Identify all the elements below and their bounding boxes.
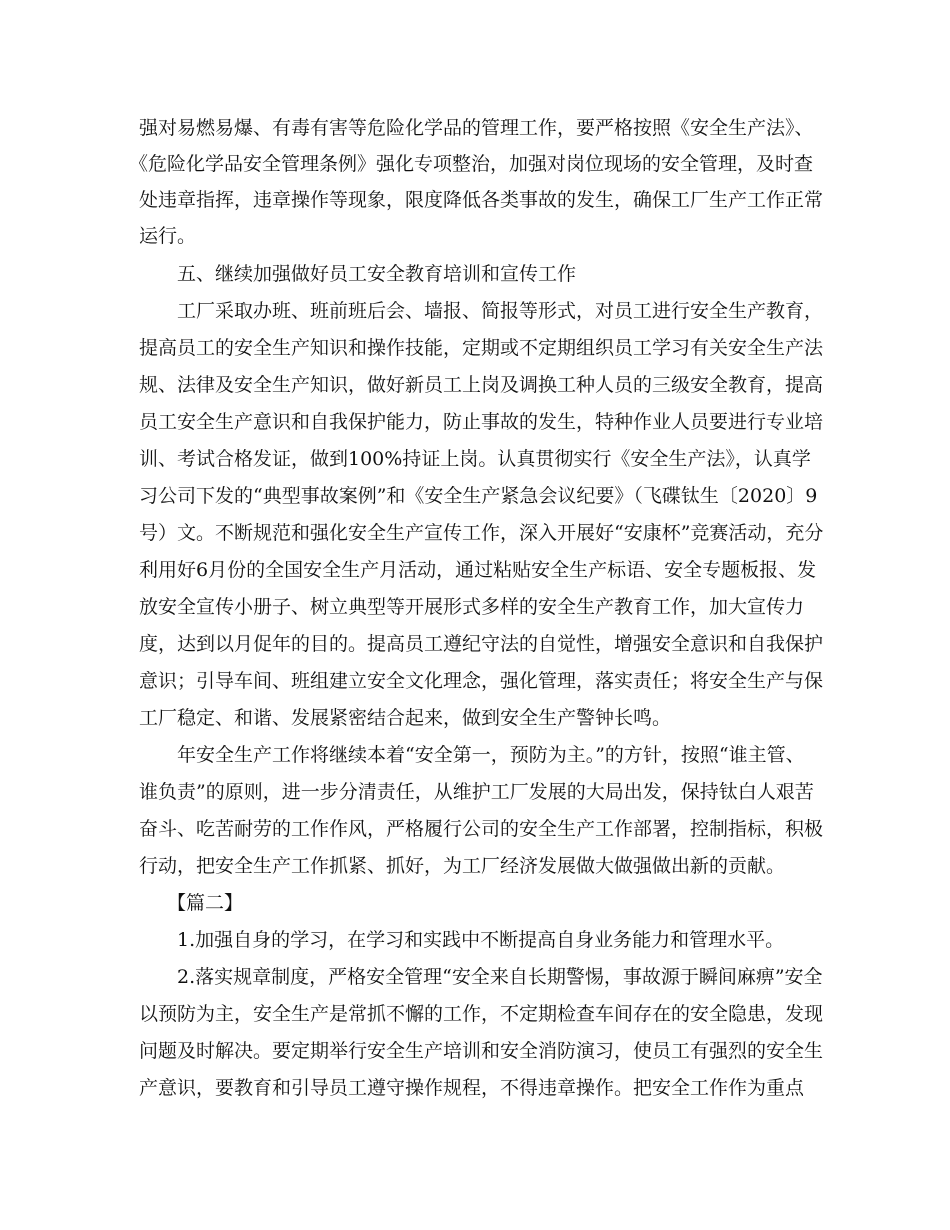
text-line-20: 奋斗、吃苦耐劳的工作作风，严格履行公司的安全生产工作部署，控制指标，积极 — [139, 818, 824, 840]
text-line-18: 年安全生产工作将继续本着“安全第一，预防为主。”的方针，按照“谁主管、 — [177, 744, 805, 766]
text-line-26: 问题及时解决。要定期举行安全生产培训和安全消防演习，使员工有强烈的安全生 — [139, 1040, 824, 1062]
text-line-17: 工厂稳定、和谐、发展紧密结合起来，做到安全生产警钟长鸣。 — [139, 707, 672, 729]
list-item-1: 1.加强自身的学习，在学习和实践中不断提高自身业务能力和管理水平。 — [177, 929, 785, 951]
text-line-16: 意识；引导车间、班组建立安全文化理念，强化管理，落实责任；将安全生产与保 — [139, 670, 824, 692]
text-line-10: 训、考试合格发证，做到100%持证上岗。认真贯彻实行《安全生产法》，认真学 — [139, 448, 811, 470]
text-line-14: 放安全宣传小册子、树立典型等开展形式多样的安全生产教育工作，加大宣传力 — [139, 596, 805, 618]
text-line-21: 行动，把安全生产工作抓紧、抓好，为工厂经济发展做大做强做出新的贡献。 — [139, 855, 786, 877]
text-line-04: 运行。 — [139, 225, 197, 247]
text-line-15: 度，达到以月促年的目的。提高员工遵纪守法的自觉性，增强安全意识和自我保护 — [139, 633, 824, 655]
text-line-19: 谁负责”的原则，进一步分清责任，从维护工厂发展的大局出发，保持钛白人艰苦 — [139, 781, 814, 803]
text-line-12: 号）文。不断规范和强化安全生产宣传工作，深入开展好“安康杯”竞赛活动，充分 — [139, 522, 824, 544]
text-line-11: 习公司下发的“典型事故案例”和《安全生产紧急会议纪要》（飞碟钛生〔2020〕9 — [139, 485, 818, 507]
text-line-01: 强对易燃易爆、有毒有害等危险化学品的管理工作，要严格按照《安全生产法》、 — [139, 117, 814, 139]
text-line-08: 规、法律及安全生产知识，做好新员工上岗及调换工种人员的三级安全教育，提高 — [139, 374, 824, 396]
section-heading: 五、继续加强做好员工安全教育培训和宣传工作 — [177, 263, 577, 285]
text-line-02: 《危险化学品安全管理条例》强化专项整治，加强对岗位现场的安全管理，及时查 — [129, 153, 814, 175]
text-line-03: 处违章指挥，违章操作等现象，限度降低各类事故的发生，确保工厂生产工作正常 — [139, 189, 824, 211]
text-line-06: 工厂采取办班、班前班后会、墙报、简报等形式，对员工进行安全生产教育， — [177, 300, 824, 322]
list-item-2: 2.落实规章制度，严格安全管理“安全来自长期警惕，事故源于瞬间麻痹”安全 — [177, 966, 823, 988]
text-line-27: 产意识，要教育和引导员工遵守操作规程，不得违章操作。把安全工作作为重点 — [139, 1077, 805, 1099]
text-line-07: 提高员工的安全生产知识和操作技能，定期或不定期组织员工学习有关安全生产法 — [139, 337, 824, 359]
text-line-09: 员工安全生产意识和自我保护能力，防止事故的发生，特种作业人员要进行专业培 — [139, 411, 824, 433]
section-label-part-two: 【篇二】 — [167, 892, 244, 914]
text-line-25: 以预防为主，安全生产是常抓不懈的工作，不定期检查车间存在的安全隐患，发现 — [139, 1003, 824, 1025]
text-line-13: 利用好6月份的全国安全生产月活动，通过粘贴安全生产标语、安全专题板报、发 — [139, 559, 817, 581]
